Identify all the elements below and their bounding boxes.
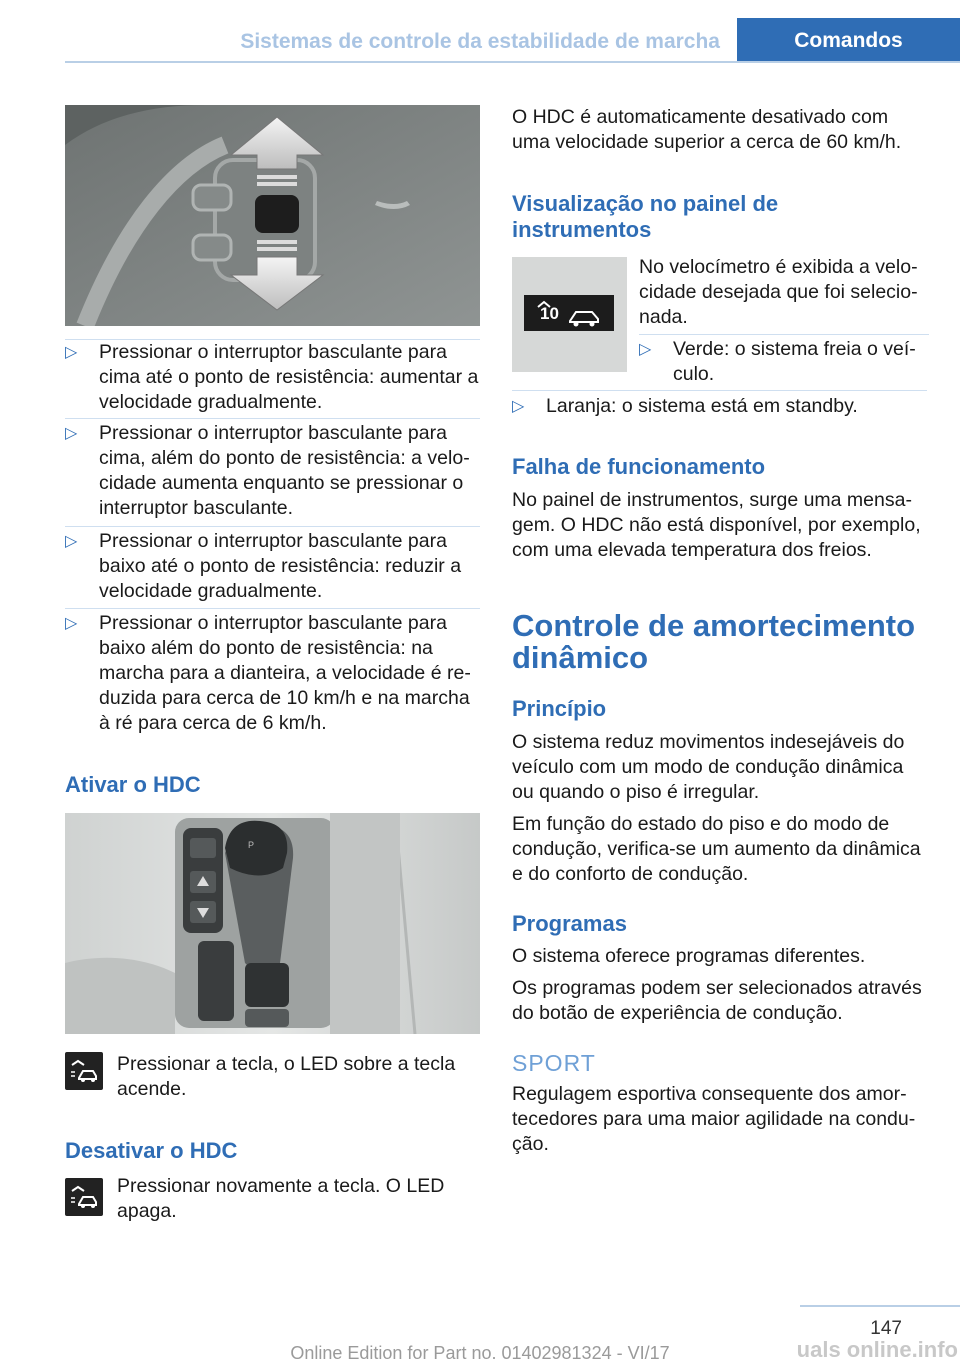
section-title-desativar: Desativar o HDC bbox=[65, 1138, 238, 1163]
list-item-text: Laranja: o sistema está em standby. bbox=[546, 395, 858, 417]
principio-text-1: O sistema reduz movimentos indesejáveis do veículo com um modo de condução dinâmica ou quando o piso é irregular. bbox=[512, 731, 905, 803]
programas-text-2: Os programas podem ser selecionados através do botão de experiência de condução. bbox=[512, 977, 922, 1024]
triangle-bullet-icon: ▷ bbox=[65, 344, 78, 361]
programas-text-1: O sistema oferece programas diferentes. bbox=[512, 945, 866, 967]
list-item bbox=[65, 340, 480, 415]
footer-edition: Online Edition for Part no. 01402981324 - VI/17 bbox=[290, 1343, 670, 1363]
list-item bbox=[65, 529, 480, 604]
desativar-text: Pressionar novamente a tecla. O LED apaga. bbox=[117, 1175, 445, 1222]
triangle-bullet-icon: ▷ bbox=[512, 398, 525, 415]
visualizacao-text: No velocímetro é exibida a velocidade desejada que foi selecionada. bbox=[639, 256, 918, 328]
section-title-programas: Programas bbox=[512, 911, 627, 936]
list-item bbox=[639, 337, 929, 387]
triangle-bullet-icon: ▷ bbox=[65, 533, 78, 550]
page-number-rule bbox=[800, 1305, 960, 1307]
header-chapter-tab: Comandos bbox=[737, 18, 960, 63]
section-title-visualizacao: Visualização no painel de instrumentos bbox=[512, 191, 779, 242]
list-item bbox=[65, 421, 480, 521]
hdc-key-icon bbox=[65, 1052, 103, 1090]
falha-text: No painel de instrumentos, surge uma mensagem. O HDC não está disponível, por exemplo, com uma elevada temperatura dos freios. bbox=[512, 489, 921, 561]
list-item-text: Verde: o sistema freia o veículo. bbox=[673, 338, 916, 385]
page-number: 147 bbox=[870, 1318, 902, 1339]
section-title-sport: SPORT bbox=[512, 1050, 596, 1076]
list-item-text: Pressionar o interruptor basculante para baixo além do ponto de resistência: na marcha para a dianteira, a velocidade é reduzida para cerca de 10 km/h e na marcha à ré para cerca de 6 km/h. bbox=[99, 612, 471, 734]
hdc-key-icon bbox=[65, 1178, 103, 1216]
hdc-car-icon bbox=[536, 297, 610, 329]
triangle-bullet-icon: ▷ bbox=[65, 425, 78, 442]
triangle-bullet-icon: ▷ bbox=[65, 615, 78, 632]
sport-text: Regulagem esportiva consequente dos amortecedores para uma maior agilidade na condução. bbox=[512, 1083, 916, 1155]
separator bbox=[639, 334, 929, 335]
list-item-text: Pressionar o interruptor basculante para baixo até o ponto de resistência: reduzir a velocidade gradualmente. bbox=[99, 530, 462, 602]
cluster-speed-value: 10 bbox=[540, 304, 559, 323]
chapter-title-controle: Controle de amortecimento dinâmico bbox=[512, 608, 916, 675]
separator bbox=[65, 418, 480, 419]
separator bbox=[512, 390, 927, 391]
watermark: uals online.info bbox=[796, 1337, 958, 1362]
list-item-text: Pressionar o interruptor basculante para cima até o ponto de resistência: aumentar a velocidade gradualmente. bbox=[99, 341, 479, 413]
section-title-principio: Princípio bbox=[512, 696, 607, 721]
instrument-cluster-image bbox=[512, 257, 627, 372]
ativar-text: Pressionar a tecla, o LED sobre a tecla acende. bbox=[117, 1053, 456, 1100]
list-item-text: Pressionar o interruptor basculante para cima, além do ponto de resistência: a velocidade aumenta enquanto se pressionar o interruptor basculante. bbox=[99, 422, 470, 519]
list-item bbox=[512, 394, 927, 419]
section-title-ativar: Ativar o HDC bbox=[65, 772, 201, 797]
list-item bbox=[65, 611, 480, 736]
steering-wheel-image bbox=[65, 105, 480, 326]
svg-text:P: P bbox=[248, 840, 255, 850]
center-console-image bbox=[65, 813, 480, 1034]
separator bbox=[65, 608, 480, 609]
separator bbox=[65, 526, 480, 527]
header-section-title: Sistemas de controle da estabilidade de marcha bbox=[240, 30, 720, 53]
triangle-bullet-icon: ▷ bbox=[639, 341, 652, 358]
principio-text-2: Em função do estado do piso e do modo de condução, verifica-se um aumento da dinâmica e do conforto de condução. bbox=[512, 813, 921, 885]
section-title-falha: Falha de funcionamento bbox=[512, 454, 766, 479]
header-rule bbox=[65, 61, 960, 63]
intro-text: O HDC é automaticamente desativado com uma velocidade superior a cerca de 60 km/h. bbox=[512, 106, 902, 153]
